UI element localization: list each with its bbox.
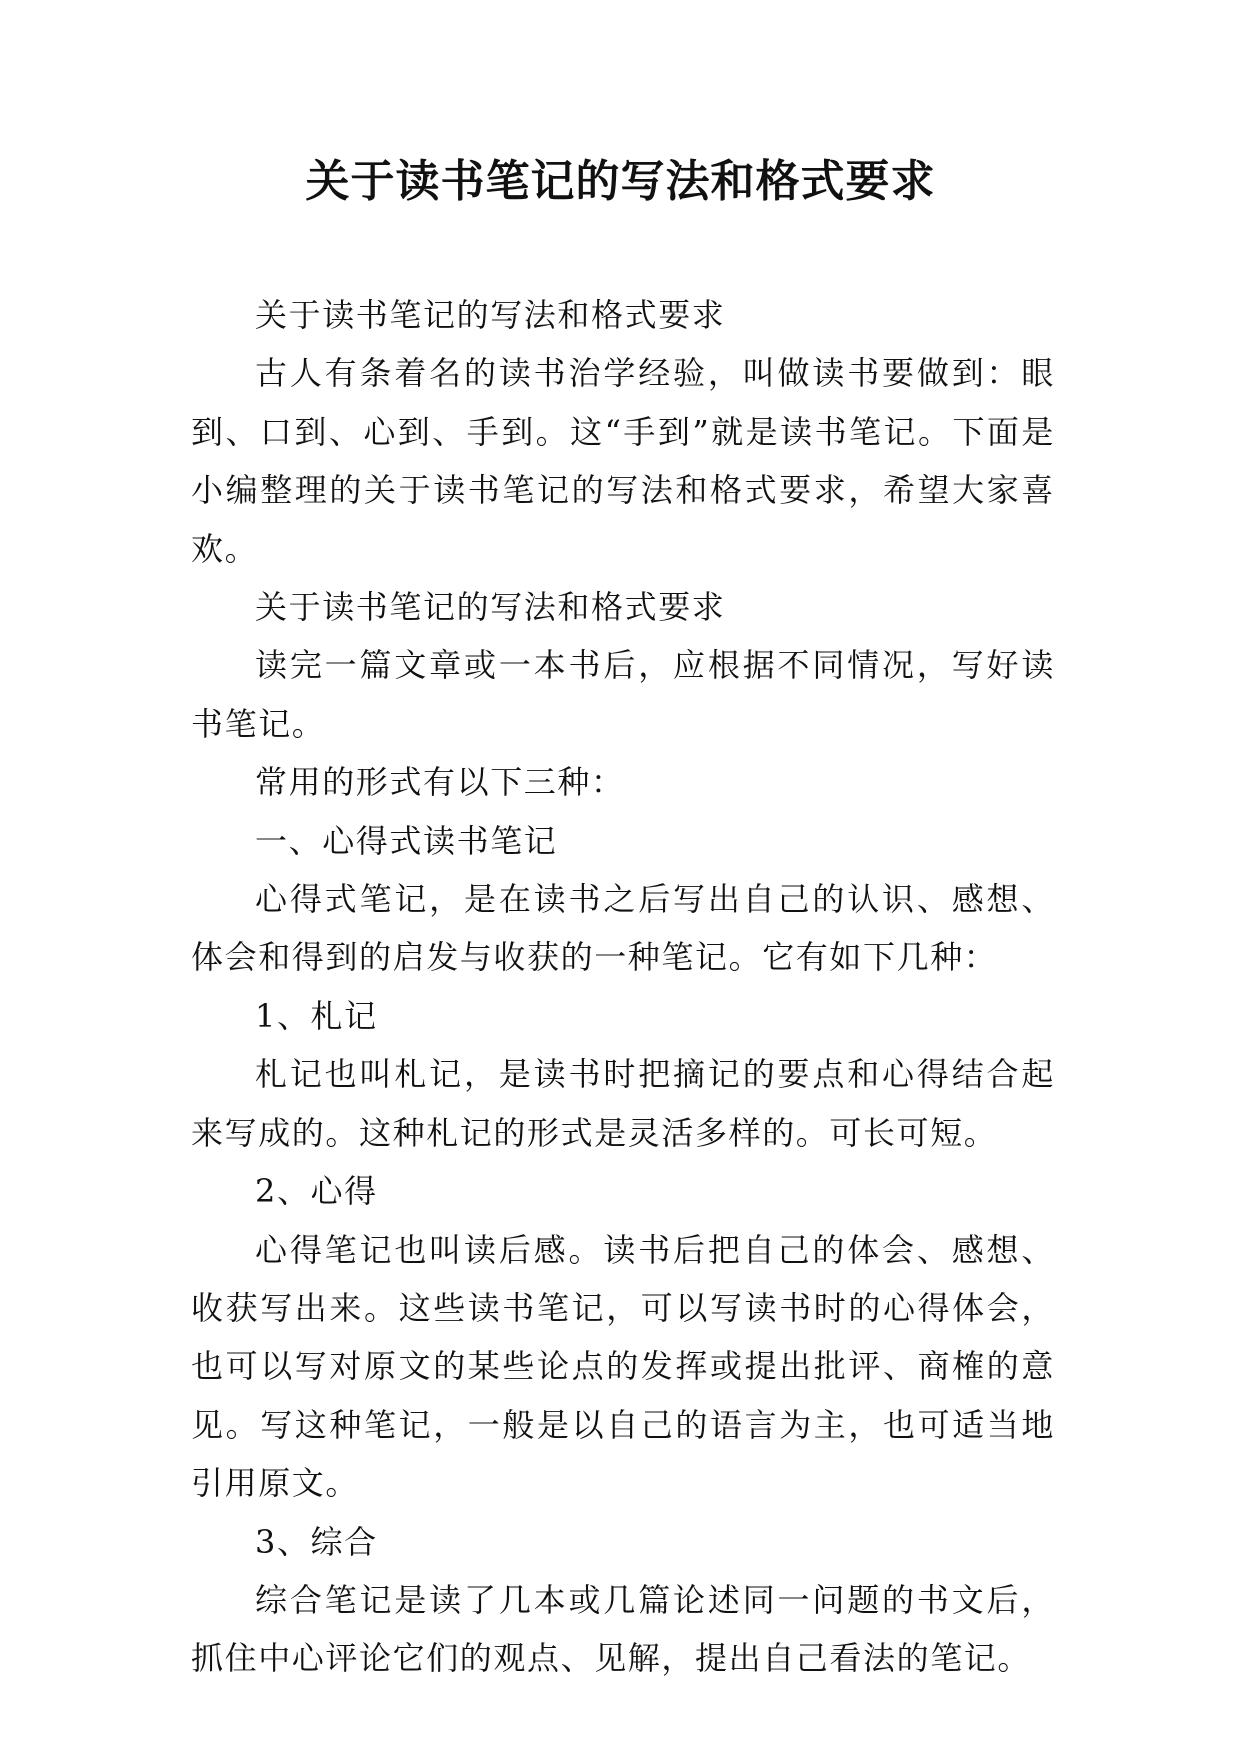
paragraph-subtitle: 关于读书笔记的写法和格式要求 [255,296,726,334]
paragraph-section-heading: 关于读书笔记的写法和格式要求 [255,588,726,627]
paragraph-item-2: 心得笔记也叫读后感。读书后把自己的体会、感想、收获写出来。这些读书笔记，可以写读书时的心得体会，也可以写对原文的某些论点的发挥或提出批评、商榷的意见。写这种笔记，一般是以自己的语言为主，也可适当地引用原文。 [191,1230,1055,1503]
heading-item-3: 3、综合 [255,1522,378,1561]
paragraph-item-1: 札记也叫札记，是读书时把摘记的要点和心得结合起来写成的。这种札记的形式是灵活多样的。可长可短。 [191,1055,1055,1152]
heading-form-one: 一、心得式读书笔记 [255,821,558,860]
paragraph-after-reading: 读完一篇文章或一本书后，应根据不同情况，写好读书笔记。 [191,646,1055,743]
paragraph-intro: 古人有条着名的读书治学经验，叫做读书要做到：眼到、口到、心到、手到。这“手到”就是读书笔记。下面是小编整理的关于读书笔记的写法和格式要求，希望大家喜欢。 [191,354,1055,568]
heading-item-2: 2、心得 [255,1172,378,1211]
paragraph-form-one: 心得式笔记，是在读书之后写出自己的认识、感想、体会和得到的启发与收获的一种笔记。它有如下几种： [191,880,1055,977]
document-title: 关于读书笔记的写法和格式要求 [305,156,936,207]
paragraph-item-3: 综合笔记是读了几本或几篇论述同一问题的书文后，抓住中心评论它们的观点、见解，提出自己看法的笔记。 [191,1580,1055,1678]
document-body [191,286,1055,1688]
paragraph-three-forms: 常用的形式有以下三种： [255,763,625,802]
heading-item-1: 1、札记 [255,996,378,1035]
